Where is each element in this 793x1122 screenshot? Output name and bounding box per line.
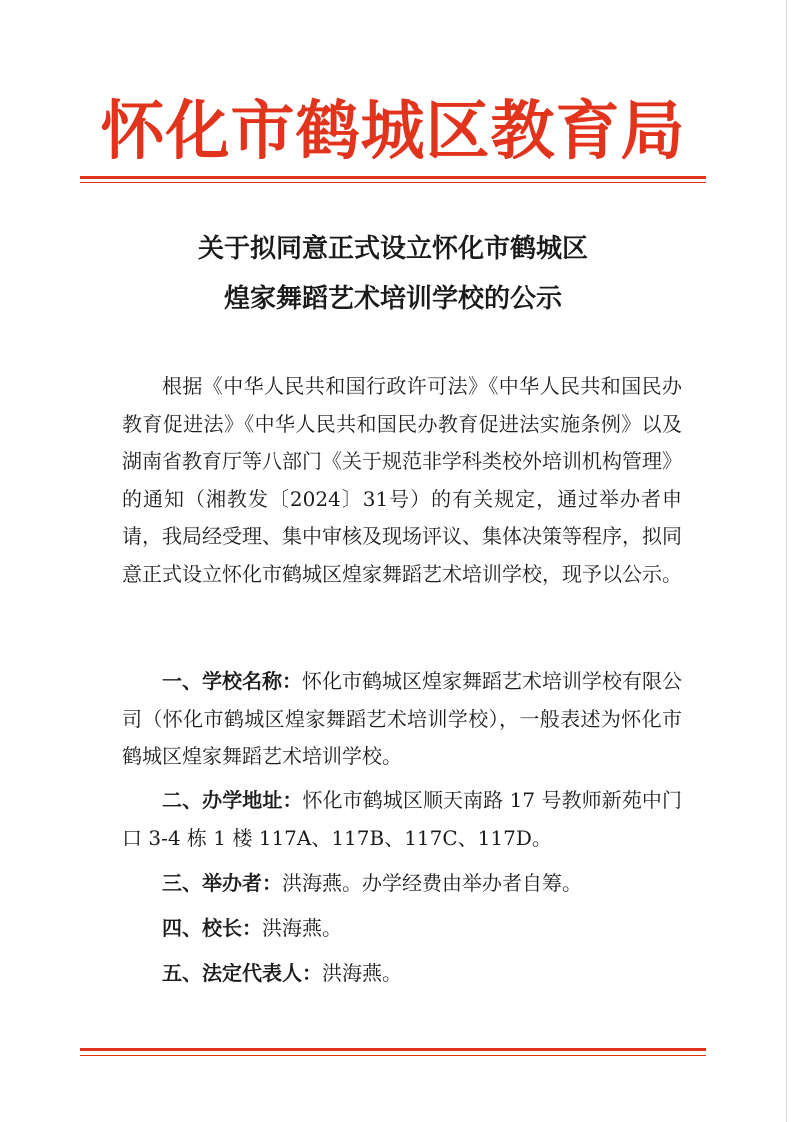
item-school-name	[122, 663, 682, 776]
footer-red-rule-thin	[80, 1055, 706, 1056]
item-principal	[122, 910, 682, 948]
item-label: 四、校长：	[162, 916, 262, 940]
item-text: 洪海燕。	[322, 961, 402, 985]
item-legal-representative	[122, 955, 682, 993]
item-label: 二、办学地址：	[162, 788, 303, 812]
intro-paragraph: 根据《中华人民共和国行政许可法》《中华人民共和国民办教育促进法》《中华人民共和国民办教育促进法实施条例》以及湖南省教育厅等八部门《关于规范非学科类校外培训机构管理》的通知（湘教发〔2024〕31号）的有关规定，通过举办者申请，我局经受理、集中审核及现场评议、集体决策等程序，拟同意正式设立怀化市鹤城区煌家舞蹈艺术培训学校，现予以公示。	[122, 374, 682, 586]
footer-red-rule-thick	[80, 1048, 706, 1051]
document-title-line-2: 煌家舞蹈艺术培训学校的公示	[223, 284, 562, 314]
item-text: 洪海燕。办学经费由举办者自筹。	[282, 871, 582, 895]
header-red-rule-thick	[80, 176, 706, 179]
item-sponsor	[122, 865, 682, 903]
issuing-authority-header: 怀化市鹤城区教育局	[100, 94, 686, 169]
item-label: 五、法定代表人：	[162, 961, 322, 985]
item-label: 一、学校名称：	[162, 669, 302, 693]
header-red-rule-thin	[80, 182, 706, 183]
item-text: 洪海燕。	[262, 916, 342, 940]
document-title-line-1: 关于拟同意正式设立怀化市鹤城区	[197, 234, 588, 264]
item-text: 怀化市鹤城区煌家舞蹈艺术培训学校有限公司（怀化市鹤城区煌家舞蹈艺术培训学校），一般表述为怀化市鹤城区煌家舞蹈艺术培训学校。	[122, 669, 682, 769]
item-school-address	[122, 782, 682, 857]
item-text: 怀化市鹤城区顺天南路 17 号教师新苑中门口 3-4 栋 1 楼 117A、117B、117C、117D。	[122, 788, 682, 850]
scan-edge-line	[786, 0, 787, 1122]
item-label: 三、举办者：	[162, 871, 282, 895]
